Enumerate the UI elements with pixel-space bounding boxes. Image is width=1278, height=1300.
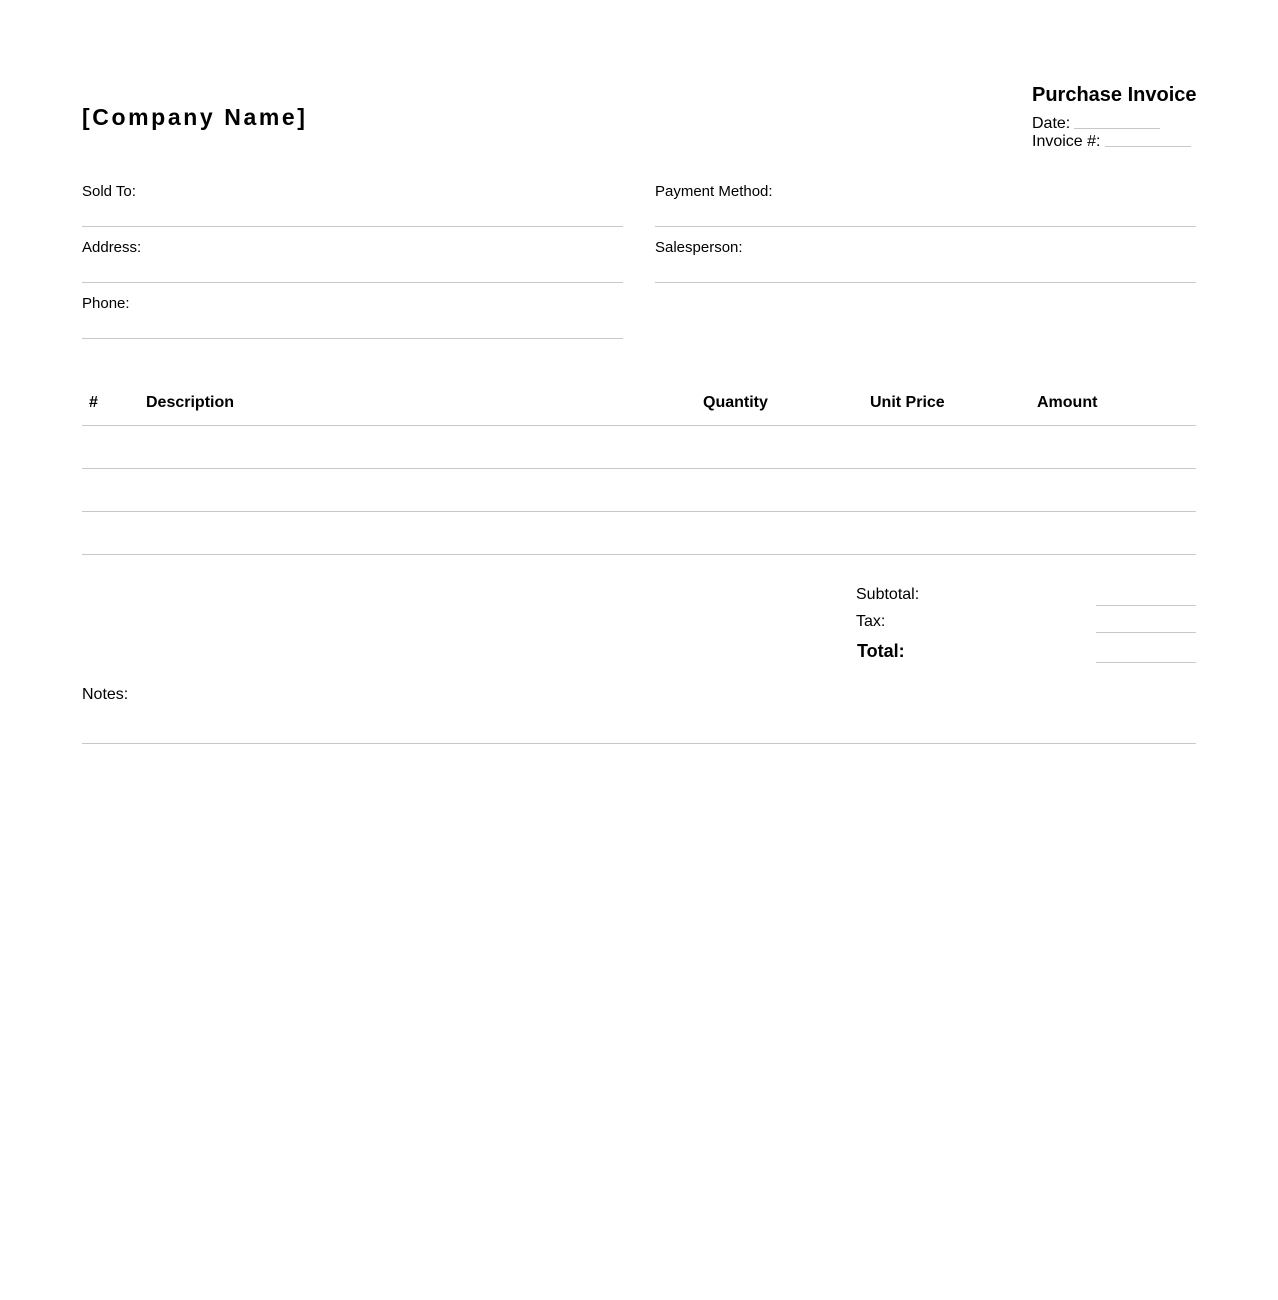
tax-field[interactable]: [1096, 632, 1196, 633]
sold-to-label: Sold To:: [82, 183, 136, 200]
column-header-quantity: Quantity: [703, 394, 768, 411]
column-header-description: Description: [146, 394, 235, 411]
column-header-number: #: [89, 394, 98, 411]
tax-label: Tax:: [856, 613, 886, 630]
phone-field[interactable]: [82, 338, 623, 339]
column-header-amount: Amount: [1037, 394, 1098, 411]
table-row[interactable]: [82, 426, 1196, 468]
invoice-number-label: Invoice #:: [1032, 133, 1101, 150]
address-field[interactable]: [82, 282, 623, 283]
notes-field[interactable]: [82, 743, 1196, 744]
table-row[interactable]: [82, 512, 1196, 554]
payment-method-field[interactable]: [655, 226, 1196, 227]
date-label: Date:: [1032, 115, 1071, 132]
salesperson-field[interactable]: [655, 282, 1196, 283]
subtotal-field[interactable]: [1096, 605, 1196, 606]
table-row[interactable]: [82, 469, 1196, 511]
company-name: [Company Name]: [82, 104, 308, 130]
column-header-unit-price: Unit Price: [870, 394, 945, 411]
total-label: Total:: [857, 641, 905, 661]
invoice-title: Purchase Invoice: [1032, 84, 1197, 106]
salesperson-label: Salesperson:: [655, 239, 743, 256]
subtotal-label: Subtotal:: [856, 586, 920, 603]
total-field[interactable]: [1096, 662, 1196, 663]
notes-label: Notes:: [82, 686, 129, 703]
address-label: Address:: [82, 239, 142, 256]
phone-label: Phone:: [82, 295, 130, 312]
date-field[interactable]: [1074, 128, 1160, 129]
invoice-number-field[interactable]: [1105, 146, 1191, 147]
payment-method-label: Payment Method:: [655, 183, 773, 200]
sold-to-field[interactable]: [82, 226, 623, 227]
table-row-rule: [82, 554, 1196, 555]
